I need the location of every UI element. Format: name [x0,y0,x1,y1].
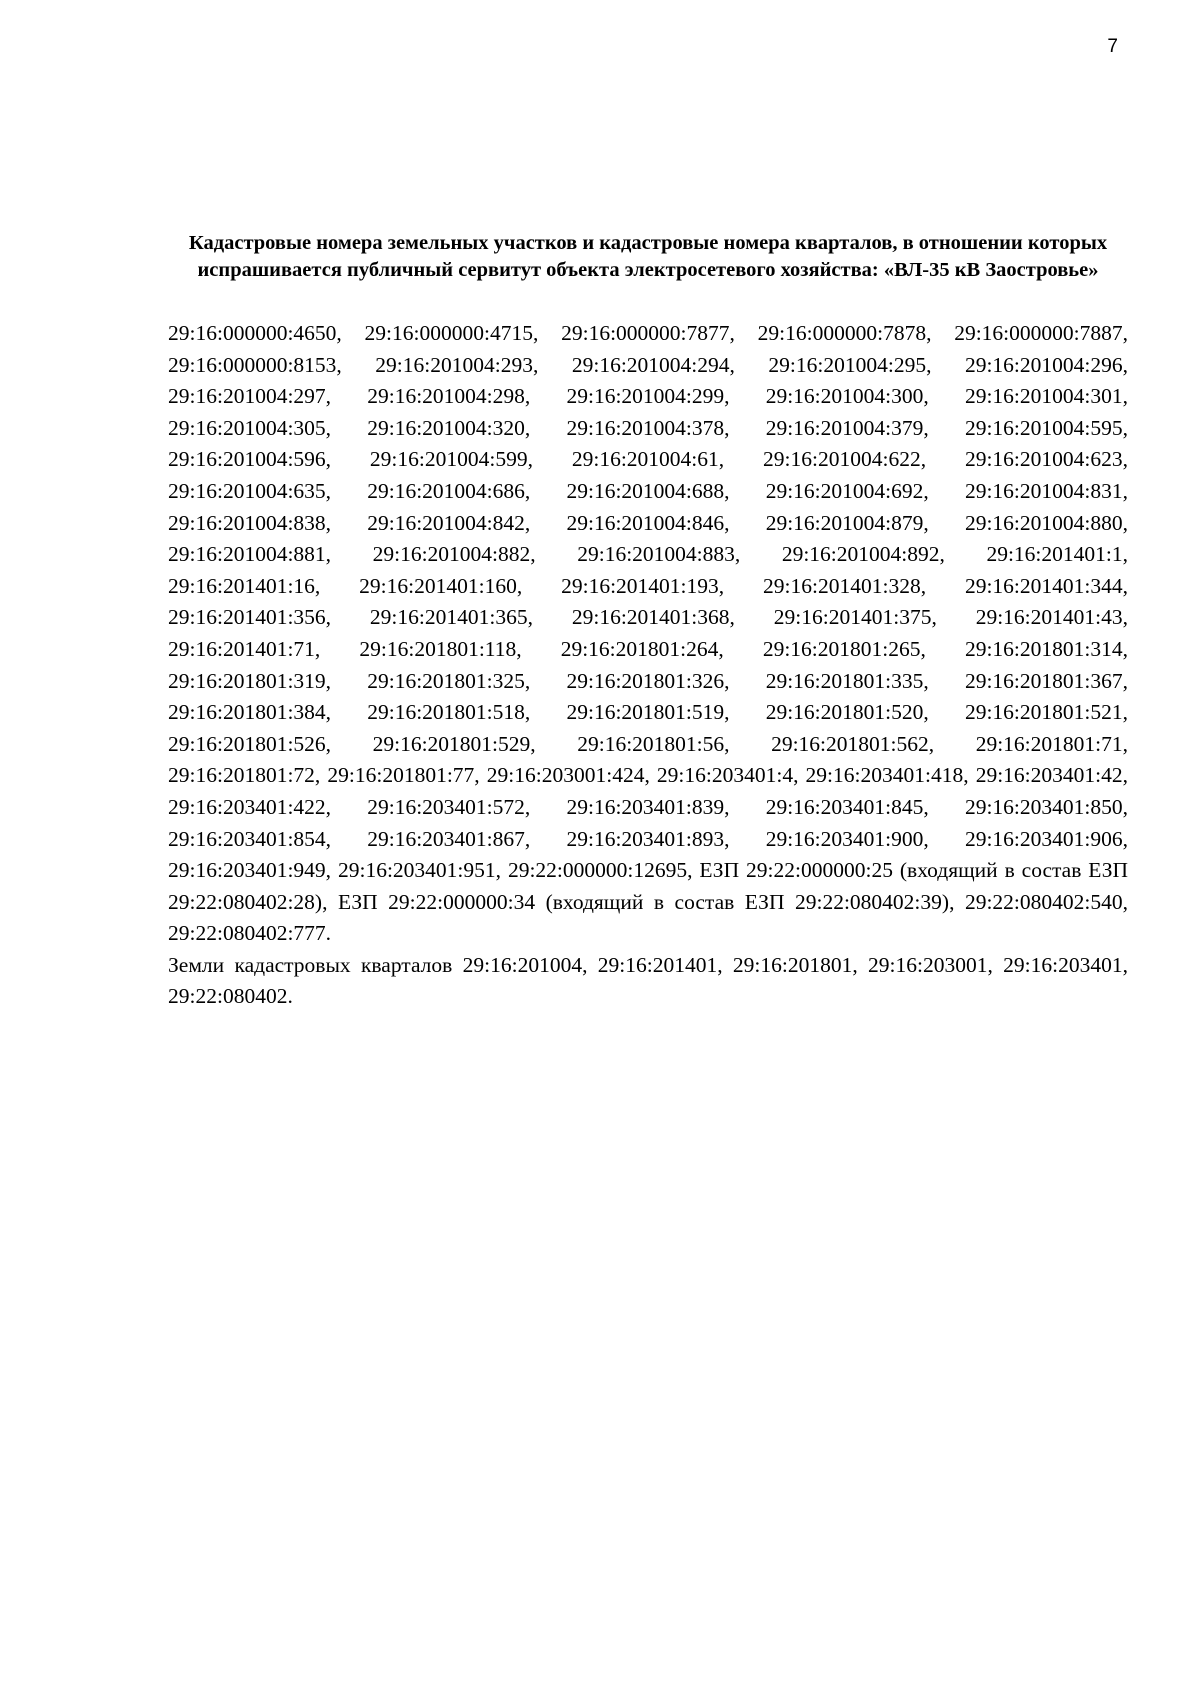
cadastral-quarters-paragraph: Земли кадастровых кварталов 29:16:201004, 29:16:201401, 29:16:201801, 29:16:203001, 29:16:203401, 29:22:080402. [168,952,1128,1009]
document-title: Кадастровые номера земельных участков и кадастровые номера кварталов, в отношении которых испрашивается публичный сервитут объекта электросетевого хозяйства: «ВЛ-35 кВ Заостровье» [188,232,1108,281]
document-body [168,318,1128,1013]
cadastral-parcel-list: 29:16:000000:4650, 29:16:000000:4715, 29:16:000000:7877, 29:16:000000:7878, 29:16:000000:7887, 29:16:000000:8153, 29:16:201004:293, 29:16:201004:294, 29:16:201004:295, 29:16:201004:296, 29:16:201004:297, 29:16:201004:298, 29:16:201004:299, 29:16:201004:300, 29:16:201004:301, 29:16:201004:305, 29:16:201004:320, 29:16:201004:378, 29:16:201004:379, 29:16:201004:595, 29:16:201004:596, 29:16:201004:599, 29:16:201004:61, 29:16:201004:622, 29:16:201004:623, 29:16:201004:635, 29:16:201004:686, 29:16:201004:688, 29:16:201004:692, 29:16:201004:831, 29:16:201004:838, 29:16:201004:842, 29:16:201004:846, 29:16:201004:879, 29:16:201004:880, 29:16:201004:881, 29:16:201004:882, 29:16:201004:883, 29:16:201004:892, 29:16:201401:1, 29:16:201401:16, 29:16:201401:160, 29:16:201401:193, 29:16:201401:328, 29:16:201401:344, 29:16:201401:356, 29:16:201401:365, 29:16:201401:368, 29:16:201401:375, 29:16:201401:43, 29:16:201401:71, 29:16:201801:118, 29:16:201801:264, 29:16:201801:265, 29:16:201801:314, 29:16:201801:319, 29:16:201801:325, 29:16:201801:326, 29:16:201801:335, 29:16:201801:367, 29:16:201801:384, 29:16:201801:518, 29:16:201801:519, 29:16:201801:520, 29:16:201801:521, 29:16:201801:526, 29:16:201801:529, 29:16:201801:56, 29:16:201801:562, 29:16:201801:71, 29:16:201801:72, 29:16:201801:77, 29:16:203001:424, 29:16:203401:4, 29:16:203401:418, 29:16:203401:42, 29:16:203401:422, 29:16:203401:572, 29:16:203401:839, 29:16:203401:845, 29:16:203401:850, 29:16:203401:854, 29:16:203401:867, 29:16:203401:893, 29:16:203401:900, 29:16:203401:906, 29:16:203401:949, 29:16:203401:951, 29:22:000000:12695, ЕЗП 29:22:000000:25 (входящий в состав ЕЗП 29:22:080402:28), ЕЗП 29:22:000000:34 (входящий в состав ЕЗП 29:22:080402:39), 29:22:080402:540, 29:22:080402:777. [168,321,1128,946]
page-number: 7 [1107,36,1118,57]
